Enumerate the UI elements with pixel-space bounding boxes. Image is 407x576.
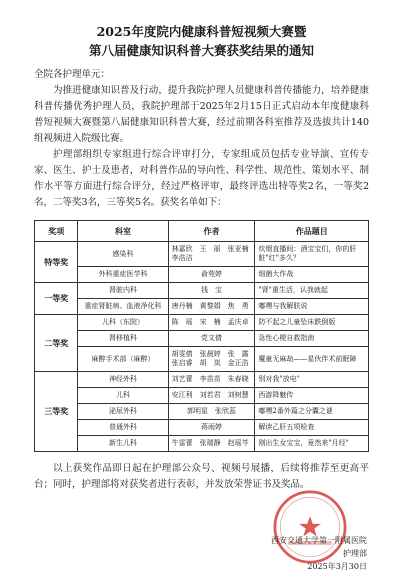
row-work: 刚出生女宝宝，竟然来"月经": [255, 436, 369, 452]
table-row: [35, 242, 369, 267]
row-author: 唐丹楠 黄黎娟 焦 勇: [168, 299, 255, 315]
table-row: [35, 331, 369, 347]
row-author: 蒋雨婷: [168, 420, 255, 436]
row-work: 防不起之儿童坠床跌倒版: [255, 315, 369, 331]
intro-paragraph: 为推进健康知识普及行动，提升我院护理人员健康科普传播能力，培养健康科普传播优秀护理人员，我院护理部于2025年2月15日正式启动本年度健康科普短视频大赛暨第八届健康知识科普大赛，经过前期各科室推荐及选拔共计140组视频进入院级比赛。: [34, 85, 369, 144]
row-work: 解读乙肝五项检查: [255, 420, 369, 436]
row-dept: 新生儿科: [78, 436, 168, 452]
row-author: 党文倩: [168, 331, 255, 347]
notice-title-line2: 第八届健康知识科普大赛获奖结果的通知: [88, 43, 314, 58]
row-author: 刘艺蕾 李苗苗 朱春晓: [168, 372, 255, 388]
table-row: [35, 347, 369, 372]
row-dept: 儿科: [78, 388, 168, 404]
table-row: [35, 315, 369, 331]
row-dept: 感染科: [78, 242, 168, 267]
table-row: [35, 404, 369, 420]
row-dept: 普通外科: [78, 420, 168, 436]
row-work: 魔童无麻劫——星伙伴术前眠障: [255, 347, 369, 372]
row-author: 钱 宝: [168, 283, 255, 299]
row-work: 细菌大作战: [255, 267, 369, 283]
row-work: 嘟嘿与我解肤说: [255, 299, 369, 315]
row-work: 嘟嘿2番外篇之分囊之谜: [255, 404, 369, 420]
row-dept: 泌尿外科: [78, 404, 168, 420]
row-work: "肾"重生活，认我就起: [255, 283, 369, 299]
signature-org: 西安交通大学第一附属医院: [271, 536, 367, 545]
awards-table: [34, 220, 369, 452]
tier-third: 三等奖: [35, 372, 78, 452]
row-author: 安江利 刘若君 刘树慧: [168, 388, 255, 404]
signature-date: 2025年3月30日: [307, 562, 367, 571]
table-row: [35, 372, 369, 388]
header-work: 作品题目: [255, 221, 369, 242]
table-row: [35, 267, 369, 283]
row-work: 急性心梗自救指南: [255, 331, 369, 347]
row-author: 郭明星 张欣蕊: [168, 404, 255, 420]
row-author: 俞苑婷: [168, 267, 255, 283]
row-work: 别对我"放电": [255, 372, 369, 388]
tier-special: 特等奖: [35, 242, 78, 283]
row-author: 胡雯倩 张晨婷 张 露 张启睿 胡 岚 金正浩: [168, 347, 255, 372]
row-dept: 神经外科: [78, 372, 168, 388]
row-work: 炊烟直播间：酒宝宝们，你的肝脏"红"多久？: [255, 242, 369, 267]
header-author: 作者: [168, 221, 255, 242]
tier-second: 二等奖: [35, 315, 78, 372]
row-dept: 肾移植科: [78, 331, 168, 347]
table-row: [35, 283, 369, 299]
header-dept: 科室: [78, 221, 168, 242]
judging-paragraph: 护理部组织专家组进行综合评审打分，专家组成员包括专业导演、宣传专家、医生、护士及患者，对科普作品的导向性、科学性、规范性、策划水平、制作水平等方面进行综合评分，经过严格评审，最终评选出特等奖2名，一等奖2名，二等奖3名，三等奖5名。获奖名单如下：: [34, 149, 369, 208]
row-author: 牛雷蕾 张瑞静 赵瑶芩: [168, 436, 255, 452]
table-row: [35, 388, 369, 404]
row-author: 陈 瑶 宋 楠 孟庆卓: [168, 315, 255, 331]
row-dept: 麻醉手术部（麻醉）: [78, 347, 168, 372]
notice-title-line1: 2025年度院内健康科普短视频大赛暨: [96, 24, 307, 39]
row-dept: 外科重症医学科: [78, 267, 168, 283]
row-work: 西游降魅传: [255, 388, 369, 404]
table-header-row: [35, 221, 369, 242]
tier-first: 一等奖: [35, 283, 78, 315]
greeting: 全院各护理单元：: [34, 69, 111, 80]
table-row: [35, 299, 369, 315]
closing-paragraph: 以上获奖作品即日起在护理部公众号、视频号展播，后续将推荐至更高平台；同时，护理部将对获奖者进行表彰，并发放荣誉证书及奖品。: [34, 463, 369, 490]
row-dept: 儿科（东院）: [78, 315, 168, 331]
table-row: [35, 436, 369, 452]
row-author: 林嘉欣 王 丽 张亚楠 李浩洁: [168, 242, 255, 267]
signature-dept: 护理部: [343, 549, 367, 558]
signature-block: [271, 534, 367, 573]
row-dept: 重症肾脏病、血液净化科: [78, 299, 168, 315]
table-row: [35, 420, 369, 436]
header-tier: 奖项: [35, 221, 78, 242]
row-dept: 肾脏内科: [78, 283, 168, 299]
